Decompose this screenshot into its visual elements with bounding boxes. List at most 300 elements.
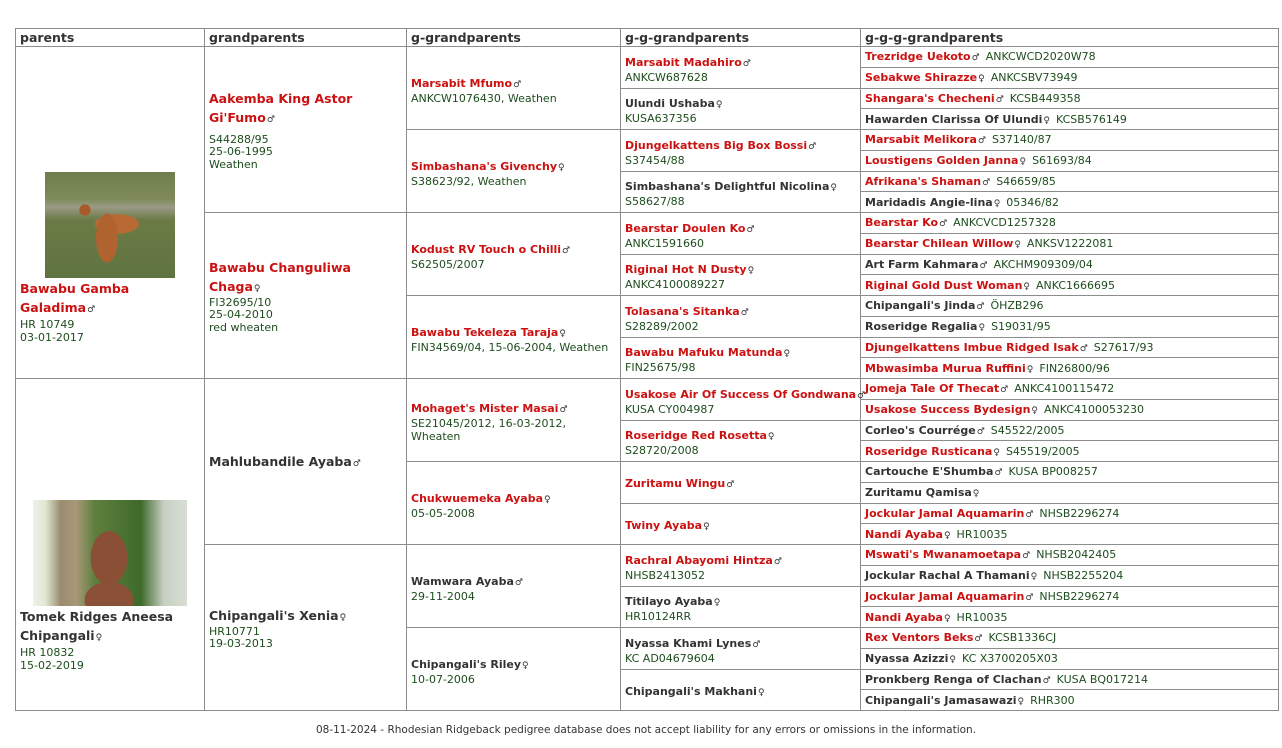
sex-icon: ♂	[979, 260, 988, 271]
ggg-grandparent-registration: AKCHM909309/04	[993, 257, 1093, 271]
dog-name[interactable]: Chipangali's Jinda	[865, 299, 976, 313]
gg-grandparent-name-link[interactable]	[625, 388, 865, 401]
gg-grandparent-registration: S28289/2002	[625, 319, 699, 333]
ggg-grandparent-name-link[interactable]	[865, 341, 1088, 354]
gg-grandparent-name-link[interactable]	[625, 56, 751, 69]
dog-name[interactable]: Marsabit Mfumo	[411, 76, 513, 90]
ggg-grandparent-cell	[861, 316, 1279, 337]
sex-icon: ♀	[767, 432, 775, 443]
grandparent-detail: 19-03-2013	[209, 637, 273, 650]
ggg-grandparent-name-link[interactable]	[865, 652, 956, 665]
ggg-grandparent-registration: S37140/87	[991, 133, 1052, 147]
sex-icon: ♂	[995, 94, 1004, 105]
g-grandparent-cell	[407, 213, 621, 296]
dog-name[interactable]: Ulundi Ushaba	[625, 97, 715, 111]
ggg-grandparent-name-link[interactable]	[865, 548, 1030, 561]
dog-name[interactable]: Mbwasimba Murua Ruffini	[865, 361, 1026, 375]
gg-grandparent-cell	[621, 47, 861, 89]
dog-name[interactable]: Mswati's Mwanamoetapa	[865, 548, 1022, 562]
g-grandparent-cell	[407, 628, 621, 711]
sex-icon: ♂	[1000, 385, 1009, 396]
g-grandparent-name-link[interactable]	[411, 402, 568, 415]
dog-name[interactable]: Riginal Gold Dust Woman	[865, 278, 1023, 292]
ggg-grandparent-cell	[861, 233, 1279, 254]
dog-name[interactable]: Maridadis Angie-lina	[865, 195, 993, 209]
gg-grandparent-cell	[621, 586, 861, 628]
dog-name[interactable]: Wamwara Ayaba	[411, 574, 514, 588]
ggg-grandparent-name-link[interactable]	[865, 237, 1021, 250]
dog-name[interactable]: Nyassa Azizzi	[865, 652, 949, 666]
ggg-grandparent-cell	[861, 337, 1279, 358]
ggg-grandparent-cell	[861, 379, 1279, 400]
ggg-grandparent-name-link[interactable]	[865, 175, 990, 188]
sex-icon: ♀	[993, 447, 1000, 458]
birth-date: 03-01-2017	[20, 330, 84, 344]
ggg-grandparent-registration: HR10035	[956, 610, 1008, 624]
gg-grandparent-name-row	[625, 134, 856, 154]
dog-name[interactable]: Jomeja Tale Of Thecat	[865, 382, 1000, 396]
sex-icon: ♂	[976, 426, 985, 437]
ggg-grandparent-cell	[861, 462, 1279, 483]
gg-grandparent-cell	[621, 628, 861, 670]
ggg-grandparent-name-link[interactable]	[865, 507, 1033, 520]
ggg-grandparent-name-link[interactable]	[865, 133, 986, 146]
sex-icon: ♂	[971, 53, 980, 64]
ggg-grandparent-registration: KCSB576149	[1056, 112, 1127, 126]
g-grandparent-name-link[interactable]	[411, 160, 565, 173]
ggg-grandparent-name-link[interactable]	[865, 424, 985, 437]
grandparent-detail: S44288/95	[209, 132, 269, 146]
ggg-grandparent-cell	[861, 171, 1279, 192]
dog-name[interactable]: Hawarden Clarissa Of Ulundi	[865, 112, 1043, 126]
gg-grandparent-cell	[621, 296, 861, 338]
ggg-grandparent-name-link[interactable]	[865, 362, 1033, 375]
ggg-grandparent-cell	[861, 503, 1279, 524]
gg-grandparent-name-link[interactable]	[625, 97, 722, 110]
dog-name[interactable]: Rachral Abayomi Hintza	[625, 553, 773, 567]
pedigree-row	[16, 213, 1279, 234]
gg-grandparent-registration: KUSA637356	[625, 112, 697, 126]
sex-icon: ♂	[939, 219, 948, 230]
grandparent-name-link[interactable]	[209, 608, 346, 623]
dog-name[interactable]: Pronkberg Renga of Clachan	[865, 672, 1042, 686]
gg-grandparent-name-link[interactable]	[625, 429, 774, 442]
gg-grandparent-registration: NHSB2413052	[625, 568, 706, 582]
dog-name[interactable]: Corleo's Courrége	[865, 423, 976, 437]
sex-icon: ♀	[978, 323, 986, 334]
g-grandparent-name-row	[411, 653, 616, 673]
grandparent-name-link[interactable]	[209, 91, 352, 125]
gg-grandparent-name-link[interactable]	[625, 305, 749, 318]
dog-name[interactable]: Nandi Ayaba	[865, 527, 943, 541]
ggg-grandparent-cell	[861, 254, 1279, 275]
gg-grandparent-name-link[interactable]	[625, 519, 710, 532]
sex-icon: ♀	[715, 100, 723, 111]
gg-grandparent-cell	[621, 379, 866, 421]
dog-name[interactable]: Rex Ventors Beks	[865, 631, 974, 645]
sex-icon: ♀	[978, 74, 985, 85]
header-g-g-g-grandparents: g-g-g-grandparents	[861, 29, 1279, 47]
sex-icon: ♂	[742, 58, 751, 69]
ggg-grandparent-name-link[interactable]	[865, 673, 1051, 686]
dog-name[interactable]: Cartouche E'Shumba	[865, 465, 994, 479]
ggg-grandparent-name-link[interactable]	[865, 445, 1000, 458]
dog-name[interactable]: Usakose Success Bydesign	[865, 403, 1031, 417]
gg-grandparent-name-row	[625, 341, 856, 361]
dog-name[interactable]: Loustigens Golden Janna	[865, 154, 1019, 168]
ggg-grandparent-name-link[interactable]	[865, 528, 951, 541]
dog-name[interactable]: Zuritamu Wingu	[625, 477, 726, 491]
ggg-grandparent-name-link[interactable]	[865, 154, 1026, 167]
dog-name[interactable]: Djungelkattens Big Box Bossi	[625, 138, 808, 152]
g-grandparent-detail: SE21045/2012, 16-03-2012, Wheaten	[411, 417, 567, 443]
sex-icon: ♂	[1079, 343, 1088, 354]
grandparent-cell	[205, 379, 407, 545]
dog-name[interactable]: Sebakwe Shirazze	[865, 71, 978, 85]
ggg-grandparent-registration: NHSB2296274	[1039, 589, 1120, 603]
sex-icon: ♂	[1025, 509, 1034, 520]
ggg-grandparent-cell	[861, 47, 1279, 68]
birth-date: 15-02-2019	[20, 658, 84, 672]
g-grandparent-detail: S38623/92, Weathen	[411, 174, 527, 188]
dog-name[interactable]: Jockular Jamal Aquamarin	[865, 589, 1025, 603]
gg-grandparent-cell	[621, 88, 861, 130]
sex-icon: ♂	[976, 302, 985, 313]
g-grandparent-detail: 05-05-2008	[411, 506, 475, 520]
sex-icon: ♂	[977, 136, 986, 147]
grandparent-name-row	[209, 88, 402, 128]
g-grandparent-name-link[interactable]	[411, 243, 570, 256]
dog-name[interactable]: Zuritamu Qamisa	[865, 486, 972, 500]
parent-name-row	[20, 278, 200, 318]
gg-grandparent-name-row	[625, 175, 856, 195]
sex-icon: ♂	[562, 245, 571, 256]
gg-grandparent-cell	[621, 503, 861, 545]
grandparent-detail: HR10771	[209, 624, 260, 638]
dog-name[interactable]: Marsabit Melikora	[865, 133, 977, 147]
sex-icon: ♀	[1023, 281, 1031, 292]
sex-icon: ♀	[757, 687, 765, 698]
gg-grandparent-cell	[621, 171, 861, 213]
sex-icon: ♀	[830, 183, 838, 194]
ggg-grandparent-registration: HR10035	[956, 527, 1008, 541]
ggg-grandparent-name-link[interactable]	[865, 92, 1004, 105]
ggg-grandparent-name-link[interactable]	[865, 569, 1037, 582]
dog-name[interactable]: Roseridge Red Rosetta	[625, 429, 767, 443]
gg-grandparent-cell	[621, 420, 861, 462]
dog-name[interactable]: Bawabu Tekeleza Taraja	[411, 325, 559, 339]
sex-icon: ♀	[783, 349, 791, 360]
dog-name[interactable]: Afrikana's Shaman	[865, 174, 982, 188]
disclaimer-footer: 08-11-2024 - Rhodesian Ridgeback pedigree database does not accept liability for any errors or omissions in the information.	[315, 724, 977, 736]
dog-photo[interactable]	[33, 500, 187, 606]
g-grandparent-name-link[interactable]	[411, 326, 566, 339]
sex-icon: ♀	[943, 613, 951, 624]
gg-grandparent-name-row	[625, 632, 856, 652]
gg-grandparent-name-link[interactable]	[625, 685, 765, 698]
ggg-grandparent-cell	[861, 67, 1279, 88]
sex-icon: ♀	[253, 283, 261, 294]
gg-grandparent-name-row	[625, 424, 856, 444]
ggg-grandparent-cell	[861, 441, 1279, 462]
dog-name[interactable]: Bawabu Gamba Galadima	[20, 280, 130, 315]
gg-grandparent-name-link[interactable]	[625, 477, 734, 490]
sex-icon: ♀	[558, 162, 565, 173]
dog-name[interactable]: Shangara's Checheni	[865, 91, 995, 105]
sex-icon: ♂	[982, 177, 991, 188]
pedigree-body	[16, 47, 1279, 711]
sex-icon: ♀	[1014, 240, 1021, 251]
g-grandparent-name-row	[411, 321, 616, 341]
dog-name[interactable]: Titilayo Ayaba	[625, 595, 713, 609]
ggg-grandparent-name-link[interactable]	[865, 216, 947, 229]
gg-grandparent-name-link[interactable]	[625, 554, 782, 567]
sex-icon: ♀	[972, 489, 980, 500]
sex-icon: ♂	[1025, 592, 1034, 603]
ggg-grandparent-registration: ANKC1666695	[1036, 278, 1116, 292]
dog-name[interactable]: Djungelkattens Imbue Ridged Isak	[865, 340, 1079, 354]
grandparent-name-link[interactable]	[209, 454, 361, 469]
ggg-grandparent-name-link[interactable]	[865, 590, 1033, 603]
sex-icon: ♂	[746, 224, 755, 235]
gg-grandparent-name-link[interactable]	[625, 595, 720, 608]
g-grandparent-name-link[interactable]	[411, 77, 521, 90]
sex-icon: ♂	[773, 556, 782, 567]
gg-grandparent-registration: ANKC1591660	[625, 236, 705, 250]
parent-cell	[16, 47, 205, 379]
sex-icon: ♂	[994, 468, 1003, 479]
gg-grandparent-name-row	[625, 590, 856, 610]
sex-icon: ♀	[1043, 115, 1051, 126]
gg-grandparent-registration: KC AD04679604	[625, 651, 715, 665]
sex-icon: ♀	[559, 328, 566, 339]
gg-grandparent-name-link[interactable]	[625, 346, 790, 359]
ggg-grandparent-registration: ANKCWCD2020W78	[985, 50, 1096, 64]
dog-name[interactable]: Tolasana's Sitanka	[625, 304, 740, 318]
dog-name[interactable]: Usakose Air Of Success Of Gondwana	[625, 387, 857, 401]
gg-grandparent-name-row	[625, 51, 856, 71]
gg-grandparent-cell	[621, 337, 861, 379]
ggg-grandparent-name-link[interactable]	[865, 631, 982, 644]
grandparent-name-row	[209, 605, 402, 626]
header-parents: parents	[16, 29, 205, 47]
parent-cell	[16, 379, 205, 711]
gg-grandparent-name-row	[625, 383, 866, 403]
ggg-grandparent-name-link[interactable]	[865, 299, 984, 312]
gg-grandparent-name-link[interactable]	[625, 180, 837, 193]
ggg-grandparent-name-link[interactable]	[865, 279, 1030, 292]
sex-icon: ♂	[87, 304, 96, 315]
dog-name[interactable]: Art Farm Kahmara	[865, 257, 979, 271]
pedigree-row	[16, 47, 1279, 68]
g-grandparent-name-row	[411, 570, 616, 590]
ggg-grandparent-registration: S61693/84	[1032, 154, 1092, 168]
ggg-grandparent-name-link[interactable]	[865, 71, 985, 84]
gg-grandparent-cell	[621, 130, 861, 172]
g-grandparent-name-link[interactable]	[411, 492, 551, 505]
gg-grandparent-name-row	[625, 680, 856, 700]
gg-grandparent-cell	[621, 254, 861, 296]
sex-icon: ♂	[559, 405, 568, 415]
ggg-grandparent-name-link[interactable]	[865, 113, 1050, 126]
g-grandparent-name-link[interactable]	[411, 575, 523, 588]
ggg-grandparent-cell	[861, 109, 1279, 130]
ggg-grandparent-name-link[interactable]	[865, 694, 1024, 707]
sex-icon: ♀	[1019, 157, 1027, 168]
sex-icon: ♀	[1026, 364, 1034, 375]
dog-name[interactable]: Bearstar Ko	[865, 216, 939, 230]
ggg-grandparent-registration: KUSA BP008257	[1008, 465, 1098, 479]
ggg-grandparent-registration: ANKC4100115472	[1014, 382, 1115, 396]
grandparent-detail: 25-06-1995	[209, 145, 273, 159]
dog-name[interactable]: Tomek Ridges Aneesa Chipangali	[20, 608, 174, 643]
ggg-grandparent-registration: KCSB1336CJ	[988, 631, 1057, 645]
sex-icon: ♂	[266, 114, 275, 125]
sex-icon: ♂	[514, 577, 523, 588]
sex-icon: ♀	[747, 266, 755, 277]
ggg-grandparent-registration: KCSB449358	[1009, 91, 1081, 105]
sex-icon: ♂	[1022, 551, 1031, 562]
sex-icon: ♂	[752, 639, 761, 650]
ggg-grandparent-registration: ANKCSBV73949	[990, 71, 1078, 85]
ggg-grandparent-name-link[interactable]	[865, 196, 1000, 209]
grandparent-name-link[interactable]	[209, 260, 351, 294]
ggg-grandparent-cell	[861, 420, 1279, 441]
dog-name[interactable]: Roseridge Rusticana	[865, 444, 993, 458]
dog-name[interactable]: Trezridge Uekoto	[865, 50, 971, 64]
dog-name[interactable]: Chipangali's Riley	[411, 657, 522, 671]
ggg-grandparent-registration: 05346/82	[1006, 195, 1059, 209]
parent-name-link[interactable]	[20, 609, 173, 643]
dog-name[interactable]: Bawabu Mafuku Matunda	[625, 346, 783, 360]
ggg-grandparent-name-link[interactable]	[865, 465, 1003, 478]
ggg-grandparent-cell	[861, 482, 1279, 503]
dog-name[interactable]: Aakemba King Astor Gi'Fumo	[209, 90, 353, 125]
grandparent-detail: Weathen	[209, 157, 258, 171]
dog-name[interactable]: Twiny Ayaba	[625, 518, 703, 532]
ggg-grandparent-name-link[interactable]	[865, 486, 979, 499]
dog-name[interactable]: Nandi Ayaba	[865, 610, 943, 624]
pedigree-row	[16, 545, 1279, 566]
dog-name[interactable]: Chukwuemeka Ayaba	[411, 491, 544, 505]
grandparent-cell	[205, 47, 407, 213]
dog-name[interactable]: Nyassa Khami Lynes	[625, 636, 752, 650]
gg-grandparent-cell	[621, 669, 861, 711]
dog-name[interactable]: Chipangali's Xenia	[209, 607, 339, 623]
dog-name[interactable]: Mahlubandile Ayaba	[209, 454, 352, 469]
sex-icon: ♂	[740, 307, 749, 318]
gg-grandparent-name-row	[625, 92, 856, 112]
ggg-grandparent-registration: FIN26800/96	[1039, 361, 1110, 375]
dog-name[interactable]: Simbashana's Delightful Nicolina	[625, 180, 830, 194]
dog-name[interactable]: Bearstar Doulen Ko	[625, 221, 746, 235]
ggg-grandparent-name-link[interactable]	[865, 258, 988, 271]
sex-icon: ♀	[713, 598, 721, 609]
g-grandparent-name-link[interactable]	[411, 658, 529, 671]
ggg-grandparent-registration: S19031/95	[991, 320, 1051, 334]
dog-name[interactable]: Mohaget's Mister Masai	[411, 402, 559, 415]
ggg-grandparent-registration: RHR300	[1030, 693, 1075, 707]
sex-icon: ♀	[1031, 406, 1039, 417]
parent-name-row	[20, 606, 200, 646]
gg-grandparent-cell	[621, 462, 861, 504]
ggg-grandparent-registration: ANKC4100053230	[1044, 403, 1145, 417]
g-grandparent-cell	[407, 130, 621, 213]
ggg-grandparent-cell	[861, 213, 1279, 234]
ggg-grandparent-name-link[interactable]	[865, 382, 1008, 395]
ggg-grandparent-name-link[interactable]	[865, 611, 951, 624]
gg-grandparent-registration: S28720/2008	[625, 444, 699, 458]
dog-name[interactable]: Marsabit Madahiro	[625, 55, 742, 69]
header-g-g-grandparents: g-g-grandparents	[621, 29, 861, 47]
dog-name[interactable]: Riginal Hot N Dusty	[625, 263, 747, 277]
gg-grandparent-cell	[621, 213, 861, 255]
ggg-grandparent-registration: KUSA BQ017214	[1056, 672, 1149, 686]
dog-name[interactable]: Chipangali's Makhani	[625, 684, 757, 698]
sex-icon: ♀	[544, 494, 551, 505]
sex-icon: ♀	[949, 655, 957, 666]
sex-icon: ♀	[95, 632, 103, 643]
gg-grandparent-registration: S37454/88	[625, 153, 685, 167]
sex-icon: ♀	[522, 660, 529, 671]
ggg-grandparent-cell	[861, 586, 1279, 607]
ggg-grandparent-registration: NHSB2255204	[1043, 569, 1124, 583]
grandparent-name-row	[209, 257, 402, 297]
dog-name[interactable]: Bawabu Changuliwa Chaga	[209, 259, 351, 294]
ggg-grandparent-registration: ANKSV1222081	[1026, 237, 1114, 251]
sex-icon: ♀	[703, 521, 710, 532]
ggg-grandparent-cell	[861, 607, 1279, 628]
header-row	[16, 29, 1279, 47]
sex-icon: ♀	[1030, 572, 1038, 583]
sex-icon: ♀	[993, 198, 1001, 209]
dog-photo[interactable]	[45, 172, 175, 278]
ggg-grandparent-name-link[interactable]	[865, 403, 1038, 416]
gg-grandparent-name-link[interactable]	[625, 139, 816, 152]
g-grandparent-detail: S62505/2007	[411, 257, 485, 271]
g-grandparent-detail: ANKCW1076430, Weathen	[411, 91, 557, 105]
gg-grandparent-registration: ANKCW687628	[625, 70, 708, 84]
header-g-grandparents: g-grandparents	[407, 29, 621, 47]
dog-name[interactable]: Roseridge Regalia	[865, 320, 978, 334]
gg-grandparent-name-link[interactable]	[625, 637, 760, 650]
ggg-grandparent-cell	[861, 690, 1279, 711]
sex-icon: ♀	[339, 612, 347, 623]
parent-name-link[interactable]	[20, 281, 129, 315]
sex-icon: ♀	[1017, 696, 1025, 707]
dog-name[interactable]: Chipangali's Jamasawazi	[865, 693, 1017, 707]
dog-name[interactable]: Jockular Jamal Aquamarin	[865, 506, 1025, 520]
dog-name[interactable]: Simbashana's Givenchy	[411, 159, 558, 173]
grandparent-name-row	[209, 451, 402, 472]
ggg-grandparent-cell	[861, 648, 1279, 669]
gg-grandparent-name-link[interactable]	[625, 222, 755, 235]
sex-icon: ♂	[974, 634, 983, 645]
ggg-grandparent-name-link[interactable]	[865, 50, 980, 63]
ggg-grandparent-name-link[interactable]	[865, 320, 985, 333]
g-grandparent-cell	[407, 462, 621, 545]
dog-name[interactable]: Jockular Rachal A Thamani	[865, 569, 1030, 583]
ggg-grandparent-registration: S45519/2005	[1005, 444, 1080, 458]
gg-grandparent-name-link[interactable]	[625, 263, 754, 276]
sex-icon: ♀	[943, 530, 951, 541]
header-grandparents: grandparents	[205, 29, 407, 47]
grandparent-cell	[205, 545, 407, 711]
gg-grandparent-cell	[621, 545, 861, 587]
dog-name[interactable]: Kodust RV Touch o Chilli	[411, 242, 562, 256]
dog-name[interactable]: Bearstar Chilean Willow	[865, 237, 1014, 251]
sex-icon: ♂	[726, 480, 735, 491]
